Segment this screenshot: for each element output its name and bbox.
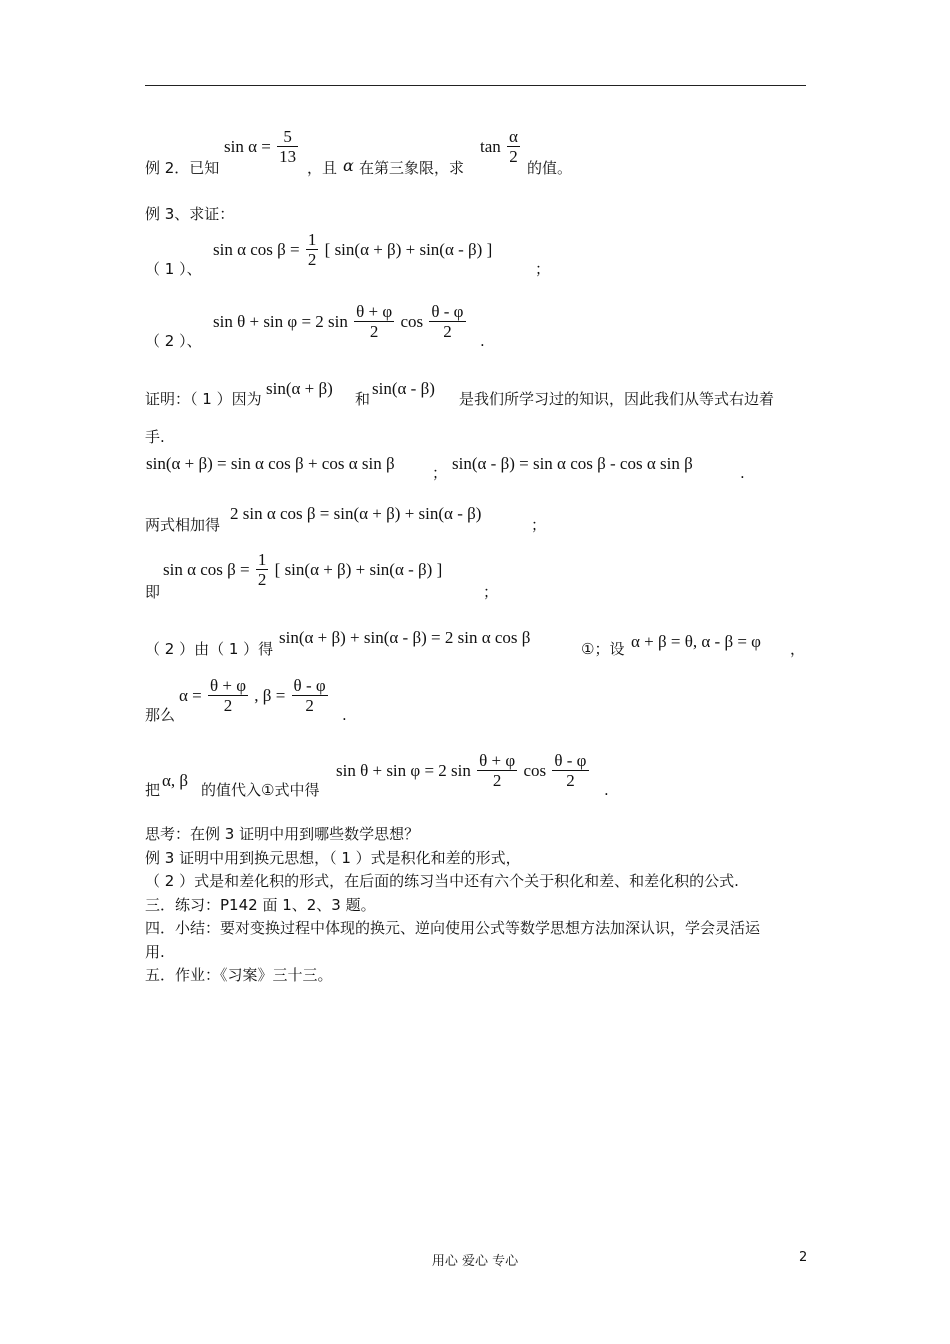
proof-p1-rest: 是我们所学习过的知识，因此我们从等式右边着 (459, 390, 775, 408)
proof-ji: 即 (145, 583, 161, 601)
closing-line: 四．小结：要对变换过程中体现的换元、逆向使用公式等数学思想方法加深认识，学会灵活运 (145, 919, 761, 937)
proof-eq-a: sin(α + β) = sin α cos β + cos α sin β (146, 454, 395, 473)
proof-p1-m2: sin(α - β) (372, 379, 435, 398)
ex3-item1-label: （ 1 ）、 (145, 260, 202, 278)
proof-eq-end: . (740, 464, 745, 482)
closing-line: 五．作业：《习案》三十三。 (145, 966, 333, 984)
ex2-value: 的值。 (527, 159, 573, 177)
proof-name-end: . (342, 706, 347, 724)
header-rule (145, 85, 806, 86)
ex2-quadrant: 在第三象限，求 (359, 159, 465, 177)
proof-p1-m1: sin(α + β) (266, 379, 333, 398)
proof-p2-end: ， (790, 640, 806, 658)
ex3-title: 例 3、求证： (145, 205, 235, 223)
proof-ba-end: . (604, 781, 609, 799)
ex3-item1-formula: sin α cos β = $\frac{1}{2}$ [ sin(α + β) + sin(α - β) ] (213, 230, 493, 269)
proof-p2-prefix: （ 2 ）由（ 1 ）得 (145, 640, 274, 658)
page-number: 2 (799, 1250, 808, 1265)
closing-line: 例 3 证明中用到换元思想，（ 1 ）式是积化和差的形式， (145, 848, 521, 867)
proof-p2-mid: ①；设 (581, 640, 625, 658)
proof-name-formula: α = $\frac{\theta + \varphi}{2}$ , β = $\frac{\theta - \varphi}{2}$ (179, 676, 326, 715)
proof-eq-b: sin(α - β) = sin α cos β - cos α sin β (452, 454, 693, 473)
ex3-item2-formula: sin θ + sin φ = 2 sin $\frac{\theta + \varphi}{2}$ cos $\frac{\theta - \varphi}{2}$ (213, 302, 464, 341)
proof-name-prefix: 那么 (145, 706, 176, 724)
ex3-item2-end: . (480, 332, 485, 350)
proof-p1-he: 和 (355, 390, 371, 408)
closing-line: 用. (145, 942, 165, 961)
proof-p1-line2: 手. (145, 428, 165, 446)
page-footer: 用心 爱心 专心 (431, 1254, 519, 1269)
proof-ji-formula: sin α cos β = $\frac{1}{2}$ [ sin(α + β) + sin(α - β) ] (163, 550, 443, 589)
ex3-item1-end: ； (535, 260, 551, 278)
proof-p2-eq: sin(α + β) + sin(α - β) = 2 sin α cos β (279, 628, 531, 647)
closing-line: 三．练习：P142 面 1、2、3 题。 (145, 895, 376, 914)
ex3-item2-label: （ 2 ）、 (145, 332, 202, 350)
closing-line: 思考：在例 3 证明中用到哪些数学思想？ (145, 825, 420, 843)
proof-p2-sub: α + β = θ, α - β = φ (631, 632, 761, 651)
proof-ba-formula: sin θ + sin φ = 2 sin $\frac{\theta + \varphi}{2}$ cos $\frac{\theta - \varphi}{2}$ (336, 751, 587, 790)
proof-ba-ab: α, β (162, 771, 189, 790)
proof-ba: 把 (145, 781, 161, 799)
closing-line: （ 2 ）式是和差化积的形式，在后面的练习当中还有六个关于积化和差、和差化积的公式. (145, 872, 739, 890)
proof-add-end: ； (531, 516, 547, 534)
ex2-alpha: α (343, 156, 354, 175)
proof-add-eq: 2 sin α cos β = sin(α + β) + sin(α - β) (230, 504, 482, 523)
ex2-prefix: 例 2．已知 (145, 159, 220, 177)
closing-paragraphs (145, 823, 810, 988)
proof-eq-sep: ； (432, 464, 448, 482)
proof-ji-end: ； (483, 583, 499, 601)
proof-p1-prefix: 证明：（ 1 ）因为 (145, 390, 262, 408)
ex2-sin-formula: sin α = $\frac{5}{13}$ (224, 127, 297, 166)
ex2-tan-formula: tan $\frac{\alpha}{2}$ (480, 127, 518, 166)
proof-add-prefix: 两式相加得 (145, 516, 221, 534)
ex2-qie: ，且 (307, 159, 338, 177)
proof-ba-text: 的值代入①式中得 (201, 781, 320, 799)
